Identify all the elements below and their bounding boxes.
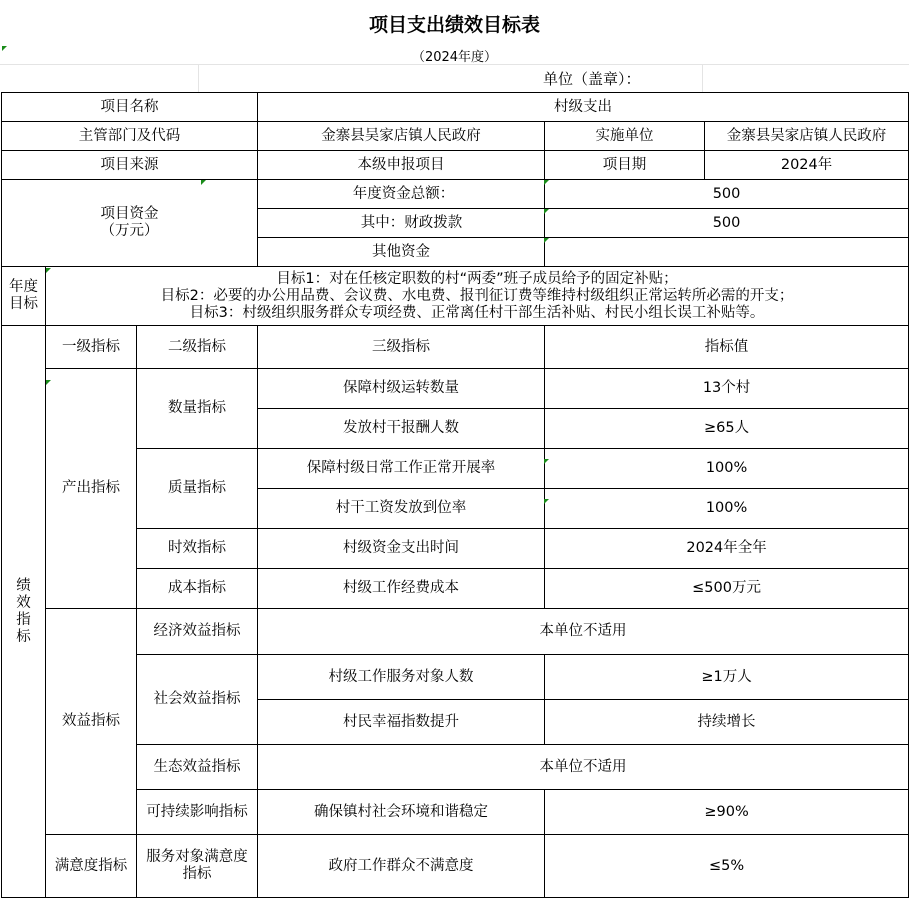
cell-marker-icon — [46, 380, 51, 385]
fiscal-label: 其中：财政拨款 — [258, 209, 545, 238]
page-title: 项目支出绩效目标表 — [368, 13, 540, 36]
side-char: 标 — [16, 628, 31, 645]
economic-indicator-label: 经济效益指标 — [137, 609, 258, 655]
indicator-value: 持续增长 — [545, 700, 909, 745]
indicator-name: 村级工作服务对象人数 — [258, 655, 545, 700]
indicator-value: 13个村 — [545, 369, 909, 409]
year-label: （2024年度） — [411, 49, 498, 65]
table-row — [2, 151, 909, 180]
header-level3: 三级指标 — [258, 326, 545, 369]
indicator-name: 政府工作群众不满意度 — [258, 835, 545, 898]
quality-indicator-label: 质量指标 — [137, 449, 258, 529]
unit-stamp-label: 单位（盖章）： — [543, 69, 641, 88]
table-row — [2, 745, 909, 790]
indicator-name: 确保镇村社会环境和谐稳定 — [258, 790, 545, 835]
benefit-indicator-label: 效益指标 — [46, 609, 137, 835]
social-indicator-label: 社会效益指标 — [137, 655, 258, 745]
other-funds-value — [545, 238, 909, 267]
project-name-label: 项目名称 — [2, 93, 258, 122]
funds-label-line: 项目资金 — [100, 206, 159, 222]
impl-unit-value: 金寨县吴家店镇人民政府 — [705, 122, 909, 151]
indicator-value: ≤500万元 — [545, 569, 909, 609]
indicator-value: ≤5% — [545, 835, 909, 898]
indicator-name: 发放村干报酬人数 — [258, 409, 545, 449]
table-row — [2, 93, 909, 122]
table-row — [2, 835, 909, 898]
timeliness-indicator-label: 时效指标 — [137, 529, 258, 569]
funds-label — [2, 180, 258, 267]
indicator-value: 2024年全年 — [545, 529, 909, 569]
annual-goal-text — [46, 267, 909, 326]
cell-marker-icon — [2, 46, 7, 51]
cell-marker-icon — [544, 459, 549, 464]
indicator-value: ≥1万人 — [545, 655, 909, 700]
table-row — [2, 326, 909, 369]
side-char: 指 — [16, 611, 31, 628]
output-indicator-label: 产出指标 — [46, 369, 137, 609]
cell-marker-icon — [544, 499, 549, 504]
side-char: 绩 — [16, 577, 31, 594]
sustainable-indicator-label: 可持续影响指标 — [137, 790, 258, 835]
indicator-value: 100% — [545, 489, 909, 529]
header-level1: 一级指标 — [46, 326, 137, 369]
annual-total-value: 500 — [545, 180, 909, 209]
period-value: 2024年 — [705, 151, 909, 180]
table-row — [2, 267, 909, 326]
table-row — [2, 180, 909, 209]
performance-table — [1, 92, 909, 898]
cell-marker-icon — [201, 180, 206, 185]
cell-marker-icon — [544, 238, 549, 243]
ecological-indicator-label: 生态效益指标 — [137, 745, 258, 790]
side-char: 效 — [16, 594, 31, 611]
annual-goal-label-line: 目标 — [9, 296, 38, 312]
project-name-value: 村级支出 — [258, 93, 909, 122]
satisfaction-sub-label-line: 指标 — [182, 866, 212, 882]
dept-label: 主管部门及代码 — [2, 122, 258, 151]
indicator-value: ≥90% — [545, 790, 909, 835]
quantity-indicator-label: 数量指标 — [137, 369, 258, 449]
header-level2: 二级指标 — [137, 326, 258, 369]
indicator-name: 村级资金支出时间 — [258, 529, 545, 569]
indicator-name: 保障村级日常工作正常开展率 — [258, 449, 545, 489]
indicator-name: 村民幸福指数提升 — [258, 700, 545, 745]
table-row — [2, 529, 909, 569]
source-label: 项目来源 — [2, 151, 258, 180]
goal-line: 目标2：必要的办公用品费、会议费、水电费、报刊征订费等维持村级组织正常运转所必需的开支； — [160, 287, 794, 304]
faint-gridline — [198, 64, 199, 92]
funds-label-unit: （万元） — [100, 223, 159, 239]
indicator-name: 村级工作经费成本 — [258, 569, 545, 609]
cell-marker-icon — [544, 180, 549, 185]
indicator-value: ≥65人 — [545, 409, 909, 449]
goal-line: 目标1：对在任核定职数的村“两委”班子成员给予的固定补贴； — [276, 270, 678, 287]
period-label: 项目期 — [545, 151, 705, 180]
table-row — [2, 655, 909, 700]
cell-marker-icon — [46, 268, 51, 273]
table-row — [2, 790, 909, 835]
table-row — [2, 122, 909, 151]
goal-line: 目标3：村级组织服务群众专项经费、正常离任村干部生活补贴、村民小组长误工补贴等。 — [189, 304, 765, 321]
indicator-name: 村干工资发放到位率 — [258, 489, 545, 529]
indicator-name: 保障村级运转数量 — [258, 369, 545, 409]
satisfaction-indicator-label: 满意度指标 — [46, 835, 137, 898]
cost-indicator-label: 成本指标 — [137, 569, 258, 609]
satisfaction-sub-label — [137, 835, 258, 898]
header-value: 指标值 — [545, 326, 909, 369]
satisfaction-sub-label-line: 服务对象满意度 — [146, 849, 248, 865]
indicator-value: 100% — [545, 449, 909, 489]
table-row — [2, 569, 909, 609]
dept-value: 金寨县吴家店镇人民政府 — [258, 122, 545, 151]
table-row — [2, 449, 909, 489]
other-funds-label: 其他资金 — [258, 238, 545, 267]
ecological-indicator-value: 本单位不适用 — [258, 745, 909, 790]
fiscal-value: 500 — [545, 209, 909, 238]
annual-total-label: 年度资金总额： — [258, 180, 545, 209]
source-value: 本级申报项目 — [258, 151, 545, 180]
economic-indicator-value: 本单位不适用 — [258, 609, 909, 655]
annual-goal-label-line: 年度 — [9, 279, 38, 295]
impl-unit-label: 实施单位 — [545, 122, 705, 151]
table-row — [2, 609, 909, 655]
table-row — [2, 369, 909, 409]
indicator-side-label — [2, 326, 46, 898]
cell-marker-icon — [544, 209, 549, 214]
annual-goal-label — [2, 267, 46, 326]
faint-gridline — [0, 64, 909, 65]
